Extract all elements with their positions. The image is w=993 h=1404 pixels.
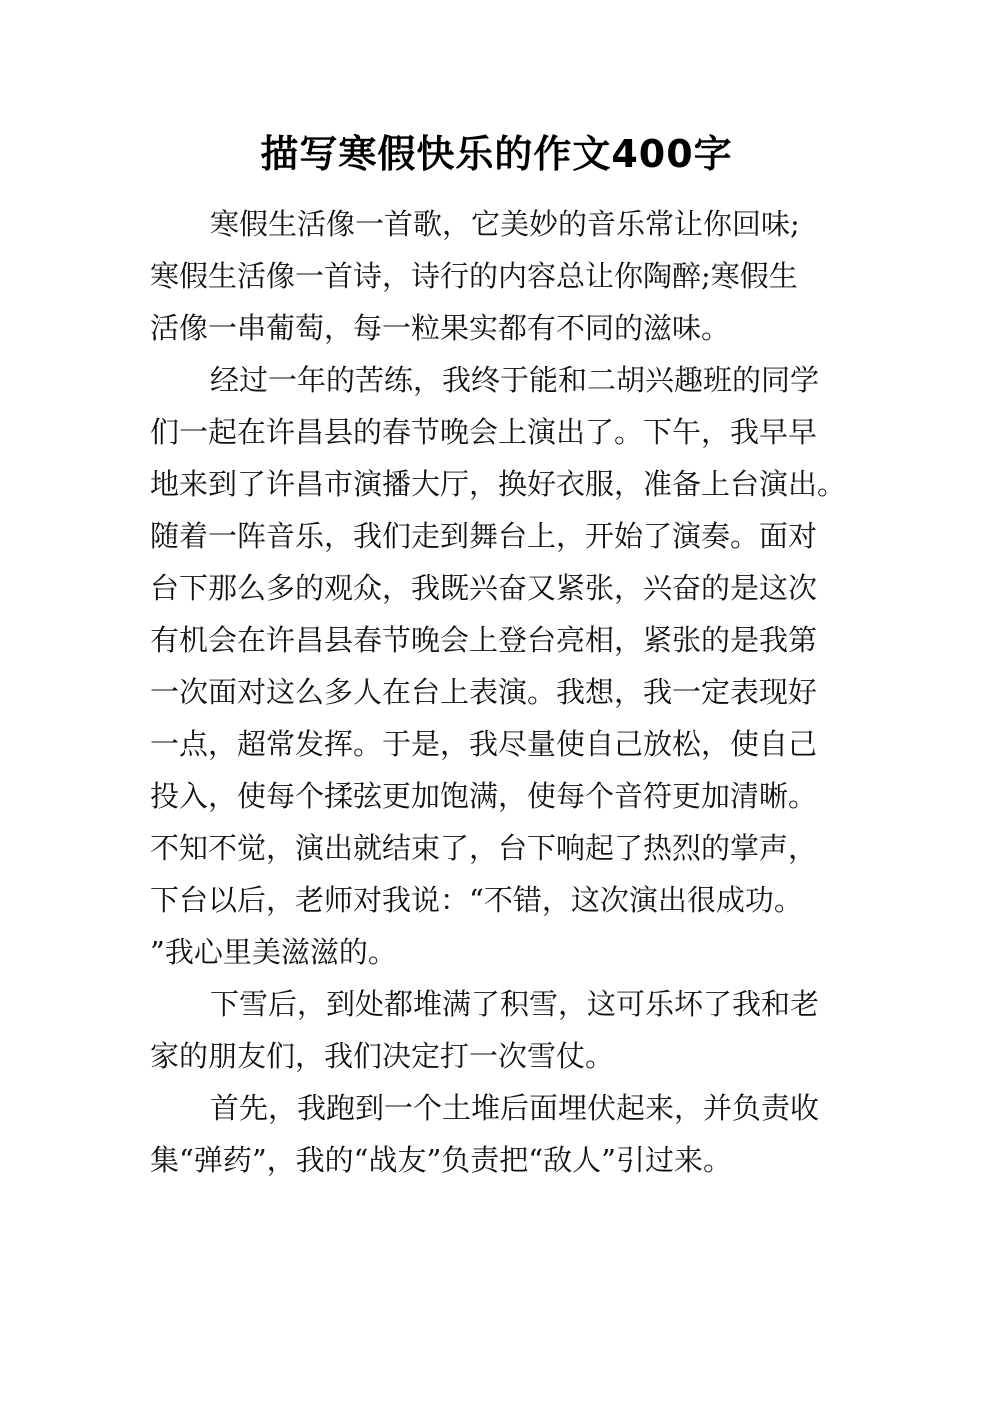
document-body (150, 198, 860, 1186)
paragraph-line: 寒假生活像一首诗，诗行的内容总让你陶醉;寒假生 (150, 259, 798, 293)
paragraph-line: 寒假生活像一首歌，它美妙的音乐常让你回味; (210, 207, 800, 241)
paragraph-line: 下雪后，到处都堆满了积雪，这可乐坏了我和老 (210, 987, 820, 1021)
paragraph-line: 不知不觉，演出就结束了，台下响起了热烈的掌声， (150, 831, 818, 865)
paragraph-line: 们一起在许昌县的春节晚会上演出了。下午，我早早 (150, 415, 818, 449)
paragraph-line: 首先，我跑到一个土堆后面埋伏起来，并负责收 (210, 1091, 820, 1125)
paragraph-line: ”我心里美滋滋的。 (150, 935, 397, 969)
paragraph-line: 集“弹药”，我的“战友”负责把“敌人”引过来。 (150, 1143, 732, 1177)
paragraph-2 (150, 354, 860, 978)
paragraph-line: 一次面对这么多人在台上表演。我想，我一定表现好 (150, 675, 818, 709)
paragraph-line: 地来到了许昌市演播大厅，换好衣服，准备上台演出。 (150, 467, 847, 501)
paragraph-line: 经过一年的苦练，我终于能和二胡兴趣班的同学 (210, 363, 820, 397)
paragraph-4 (150, 1082, 860, 1186)
paragraph-line: 有机会在许昌县春节晚会上登台亮相，紧张的是我第 (150, 623, 818, 657)
paragraph-line: 随着一阵音乐，我们走到舞台上，开始了演奏。面对 (150, 519, 818, 553)
paragraph-line: 活像一串葡萄，每一粒果实都有不同的滋味。 (150, 311, 731, 345)
paragraph-line: 一点，超常发挥。于是，我尽量使自己放松，使自己 (150, 727, 818, 761)
paragraph-line: 台下那么多的观众，我既兴奋又紧张，兴奋的是这次 (150, 571, 818, 605)
document-title: 描写寒假快乐的作文400字 (260, 132, 733, 176)
paragraph-1 (150, 198, 860, 354)
paragraph-line: 家的朋友们，我们决定打一次雪仗。 (150, 1039, 615, 1073)
paragraph-line: 下台以后，老师对我说：“不错，这次演出很成功。 (150, 883, 803, 917)
paragraph-3 (150, 978, 860, 1082)
paragraph-line: 投入，使每个揉弦更加饱满，使每个音符更加清晰。 (150, 779, 818, 813)
